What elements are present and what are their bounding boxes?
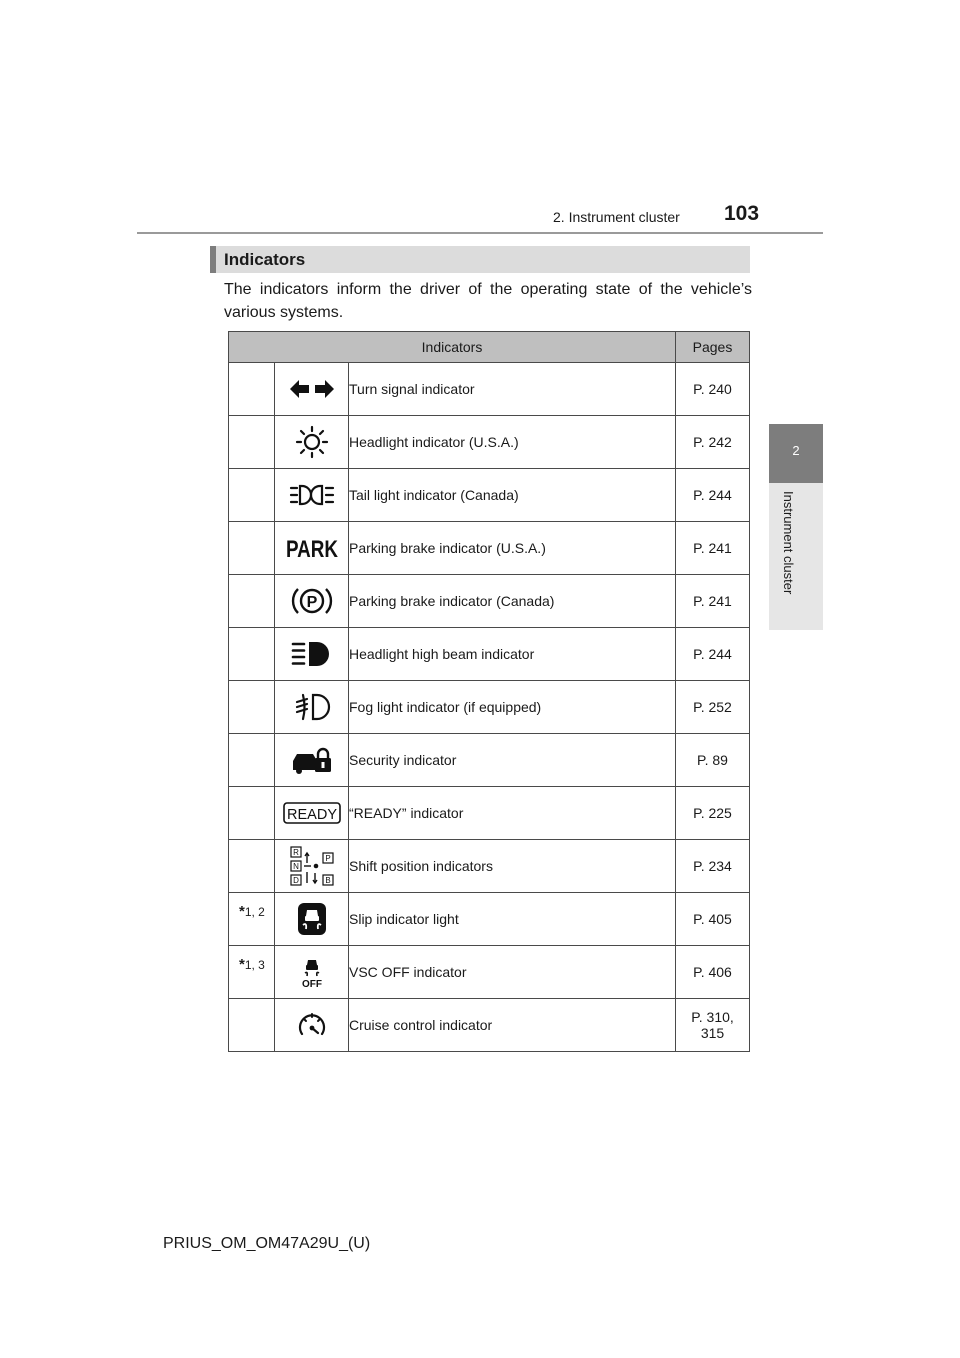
page-reference-text: P. 242 bbox=[693, 434, 732, 450]
page-reference bbox=[676, 522, 750, 575]
table-row bbox=[229, 840, 750, 893]
page-reference bbox=[676, 681, 750, 734]
shift-b-letter: B bbox=[324, 876, 331, 885]
page-reference bbox=[676, 469, 750, 522]
document-code: PRIUS_OM_OM47A29U_(U) bbox=[163, 1235, 371, 1252]
page-reference bbox=[676, 999, 750, 1052]
footnote-asterisk: * bbox=[239, 956, 245, 973]
tail-light-icon bbox=[289, 482, 335, 508]
table-row bbox=[229, 416, 750, 469]
page-reference-text: P. 241 bbox=[693, 540, 732, 556]
table-row bbox=[229, 628, 750, 681]
table-row bbox=[229, 946, 750, 999]
note-cell bbox=[229, 628, 275, 681]
page-reference bbox=[676, 787, 750, 840]
note-cell bbox=[229, 893, 275, 946]
page-reference bbox=[676, 575, 750, 628]
chapter-tab bbox=[769, 424, 823, 483]
page-number: 103 bbox=[724, 202, 760, 225]
indicator-name: Headlight high beam indicator bbox=[349, 628, 676, 681]
note-cell bbox=[229, 734, 275, 787]
chapter-label-bar bbox=[769, 483, 823, 630]
note-cell bbox=[229, 575, 275, 628]
slip-indicator-icon bbox=[297, 902, 327, 936]
note-cell bbox=[229, 999, 275, 1052]
page-reference bbox=[676, 893, 750, 946]
page-reference bbox=[676, 363, 750, 416]
page-reference-text: P. 225 bbox=[693, 805, 732, 821]
indicator-name: Shift position indicators bbox=[349, 840, 676, 893]
ready-icon bbox=[283, 802, 341, 824]
table-row bbox=[229, 522, 750, 575]
note-cell bbox=[229, 522, 275, 575]
icon-cell bbox=[275, 469, 349, 522]
page-reference bbox=[676, 946, 750, 999]
vsc-off-icon bbox=[295, 955, 329, 989]
table-row bbox=[229, 787, 750, 840]
chapter-number: 2 bbox=[792, 443, 800, 458]
note-cell bbox=[229, 416, 275, 469]
table-row bbox=[229, 681, 750, 734]
column-header-indicators: Indicators bbox=[229, 332, 676, 363]
indicator-name: Cruise control indicator bbox=[349, 999, 676, 1052]
section-title: Indicators bbox=[224, 250, 306, 269]
shift-d-letter: D bbox=[292, 876, 299, 885]
shift-r-letter: R bbox=[292, 848, 299, 857]
table-row bbox=[229, 363, 750, 416]
ready-text: READY bbox=[286, 806, 337, 823]
footnote-asterisk: * bbox=[239, 903, 245, 920]
icon-cell bbox=[275, 999, 349, 1052]
page-reference-text: P. 234 bbox=[693, 858, 732, 874]
note-cell bbox=[229, 681, 275, 734]
shift-position-icon bbox=[289, 845, 335, 887]
icon-cell bbox=[275, 681, 349, 734]
indicator-name: Fog light indicator (if equipped) bbox=[349, 681, 676, 734]
high-beam-icon bbox=[291, 640, 333, 668]
section-heading bbox=[210, 246, 750, 273]
page-reference-text: P. 244 bbox=[693, 487, 732, 503]
page-reference-text: P. 241 bbox=[693, 593, 732, 609]
icon-cell bbox=[275, 840, 349, 893]
icon-cell bbox=[275, 628, 349, 681]
page-reference bbox=[676, 416, 750, 469]
indicator-name: VSC OFF indicator bbox=[349, 946, 676, 999]
icon-cell bbox=[275, 946, 349, 999]
headlight-icon bbox=[295, 425, 329, 459]
note-cell bbox=[229, 363, 275, 416]
page-reference bbox=[676, 628, 750, 681]
page-reference-text: P. 252 bbox=[693, 699, 732, 715]
note-cell bbox=[229, 787, 275, 840]
shift-n-letter: N bbox=[292, 862, 299, 871]
header-section-title: 2. Instrument cluster bbox=[553, 209, 680, 225]
icon-cell bbox=[275, 734, 349, 787]
park-text: PARK bbox=[285, 536, 339, 563]
page-reference bbox=[676, 734, 750, 787]
icon-cell bbox=[275, 787, 349, 840]
indicator-name: Parking brake indicator (U.S.A.) bbox=[349, 522, 676, 575]
page-reference-text: P. 406 bbox=[693, 964, 732, 980]
fog-light-icon bbox=[295, 692, 329, 722]
note-cell bbox=[229, 946, 275, 999]
icon-cell bbox=[275, 575, 349, 628]
table-row bbox=[229, 734, 750, 787]
table-row bbox=[229, 893, 750, 946]
footnote-marker bbox=[239, 956, 265, 973]
header-divider bbox=[137, 232, 823, 234]
footnote-numbers: 1, 2 bbox=[244, 905, 265, 919]
page-reference-text: P. 310, bbox=[691, 1009, 734, 1025]
indicator-name: “READY” indicator bbox=[349, 787, 676, 840]
icon-cell bbox=[275, 893, 349, 946]
icon-cell bbox=[275, 522, 349, 575]
page-reference-text: P. 240 bbox=[693, 381, 732, 397]
cruise-control-icon bbox=[297, 1010, 327, 1040]
page-reference-text: P. 405 bbox=[693, 911, 732, 927]
turn-signal-icon bbox=[288, 377, 336, 401]
indicator-name: Turn signal indicator bbox=[349, 363, 676, 416]
indicator-name: Security indicator bbox=[349, 734, 676, 787]
table-row bbox=[229, 999, 750, 1052]
parking-brake-p-icon bbox=[292, 583, 332, 619]
page-reference bbox=[676, 840, 750, 893]
page-reference-text: P. 244 bbox=[693, 646, 732, 662]
table-row bbox=[229, 575, 750, 628]
security-lock-car-icon bbox=[291, 746, 333, 774]
table-row bbox=[229, 469, 750, 522]
off-text: OFF bbox=[301, 979, 322, 990]
shift-p-letter: P bbox=[324, 854, 331, 863]
indicator-name: Parking brake indicator (Canada) bbox=[349, 575, 676, 628]
park-text-icon bbox=[284, 534, 340, 562]
icon-cell bbox=[275, 416, 349, 469]
section-intro: The indicators inform the driver of the operating state of the vehicle’s various systems. bbox=[224, 281, 752, 321]
indicator-name: Tail light indicator (Canada) bbox=[349, 469, 676, 522]
indicator-name: Headlight indicator (U.S.A.) bbox=[349, 416, 676, 469]
note-cell bbox=[229, 469, 275, 522]
icon-cell bbox=[275, 363, 349, 416]
indicator-name: Slip indicator light bbox=[349, 893, 676, 946]
footnote-numbers: 1, 3 bbox=[244, 958, 265, 972]
page-reference-text: P. 89 bbox=[697, 752, 728, 768]
footnote-marker bbox=[239, 903, 265, 920]
p-letter: P bbox=[306, 594, 317, 611]
table-header-row bbox=[229, 332, 750, 363]
indicators-table bbox=[228, 331, 750, 1052]
chapter-label: Instrument cluster bbox=[781, 491, 796, 595]
page-reference-continued: 315 bbox=[700, 1025, 725, 1041]
column-header-pages: Pages bbox=[676, 332, 750, 363]
note-cell bbox=[229, 840, 275, 893]
